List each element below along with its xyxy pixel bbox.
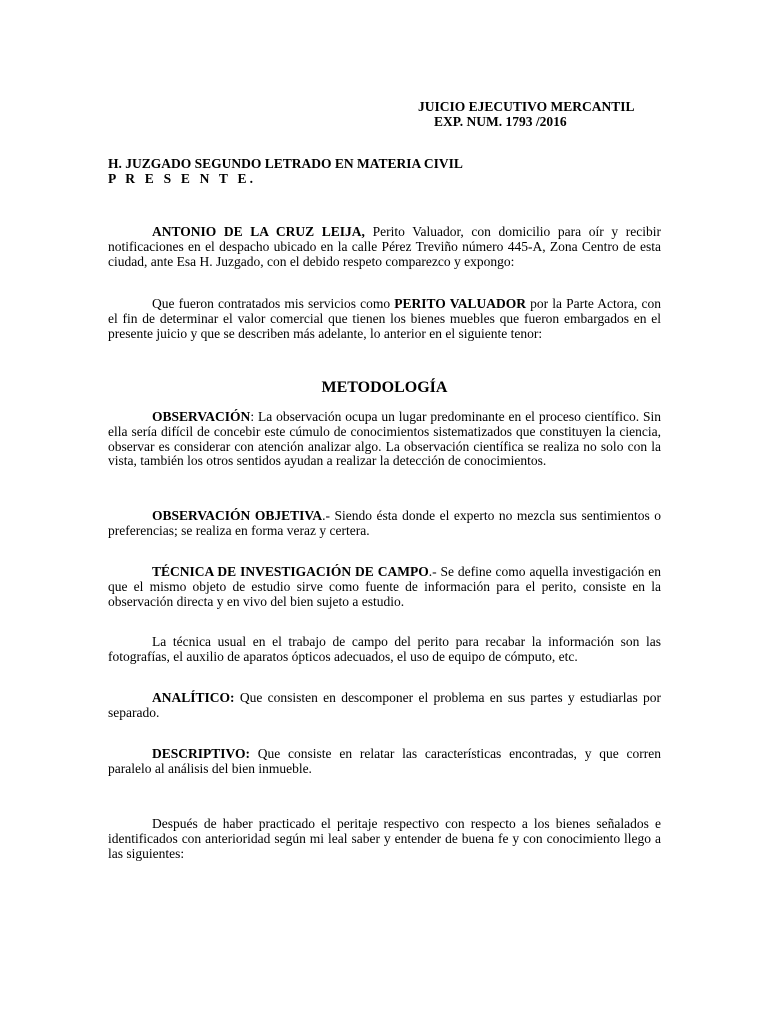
observacion-paragraph xyxy=(108,410,661,469)
case-number: EXP. NUM. 1793 /2016 xyxy=(434,114,567,129)
tecnica-campo-paragraph xyxy=(108,565,661,609)
tecnica-usual-paragraph: La técnica usual en el trabajo de campo del perito para recabar la información son las fotografías, el auxilio de aparatos ópticos adecuados, el uso de equipo de cómputo, etc. xyxy=(108,634,661,664)
tecnica-campo-term: TÉCNICA DE INVESTIGACIÓN DE CAMPO xyxy=(152,564,429,579)
descriptivo-term: DESCRIPTIVO: xyxy=(152,746,250,761)
section-title: METODOLOGÍA xyxy=(321,379,448,396)
tecnica-campo-text: .- Se define como aquella investigación en que el mismo objeto de estudio sirve como fuente de información para el perito, consiste en la observación directa y en vivo del bien sujeto a estudio. xyxy=(108,564,661,609)
contract-paragraph xyxy=(108,297,661,341)
case-header xyxy=(418,99,635,129)
observacion-objetiva-paragraph xyxy=(108,509,661,539)
observacion-term: OBSERVACIÓN xyxy=(152,409,251,424)
expert-name: ANTONIO DE LA CRUZ LEIJA, xyxy=(152,224,365,239)
court-name: H. JUZGADO SEGUNDO LETRADO EN MATERIA CIVIL xyxy=(108,156,463,171)
observacion-objetiva-text: .- Siendo ésta donde el experto no mezcla sus sentimientos o preferencias; se realiza en forma veraz y certera. xyxy=(108,508,661,538)
intro-paragraph xyxy=(108,225,661,269)
contract-role: PERITO VALUADOR xyxy=(394,296,526,311)
analitico-paragraph xyxy=(108,691,661,721)
contract-text-after: por la Parte Actora, con el fin de determinar el valor comercial que tienen los bienes muebles que fueron embargados en el presente juicio y que se describen más adelante, lo anterior en el siguiente tenor: xyxy=(108,296,661,341)
contract-text-before: Que fueron contratados mis servicios como xyxy=(152,296,395,311)
analitico-term: ANALÍTICO: xyxy=(152,690,235,705)
observacion-objetiva-term: OBSERVACIÓN OBJETIVA xyxy=(152,508,323,523)
presente-label: P R E S E N T E. xyxy=(108,171,257,186)
descriptivo-text: Que consiste en relatar las características encontradas, y que corren paralelo al análisis del bien inmueble. xyxy=(108,746,661,776)
descriptivo-paragraph xyxy=(108,747,661,777)
case-type: JUICIO EJECUTIVO MERCANTIL xyxy=(418,99,635,114)
addressee-block xyxy=(108,156,463,186)
analitico-text: Que consisten en descomponer el problema en sus partes y estudiarlas por separado. xyxy=(108,690,661,720)
intro-text: Perito Valuador, con domicilio para oír y recibir notificaciones en el despacho ubicado en la calle Pérez Treviño número 445-A, Zona Centro de esta ciudad, ante Esa H. Juzgado, con el debido respeto comparezco y expongo: xyxy=(108,224,661,269)
observacion-text: : La observación ocupa un lugar predominante en el proceso científico. Sin ella sería difícil de concebir este cúmulo de conocimientos sistematizados que constituyen la ciencia, observar es considerar con atención analizar algo. La observación científica se realiza no solo con la vista, también los otros sentidos ayudan a realizar la detección de conocimientos. xyxy=(108,409,661,469)
conclusion-paragraph: Después de haber practicado el peritaje respectivo con respecto a los bienes señalados e identificados con anterioridad según mi leal saber y entender de buena fe y con conocimiento llego a las siguientes: xyxy=(108,816,661,861)
